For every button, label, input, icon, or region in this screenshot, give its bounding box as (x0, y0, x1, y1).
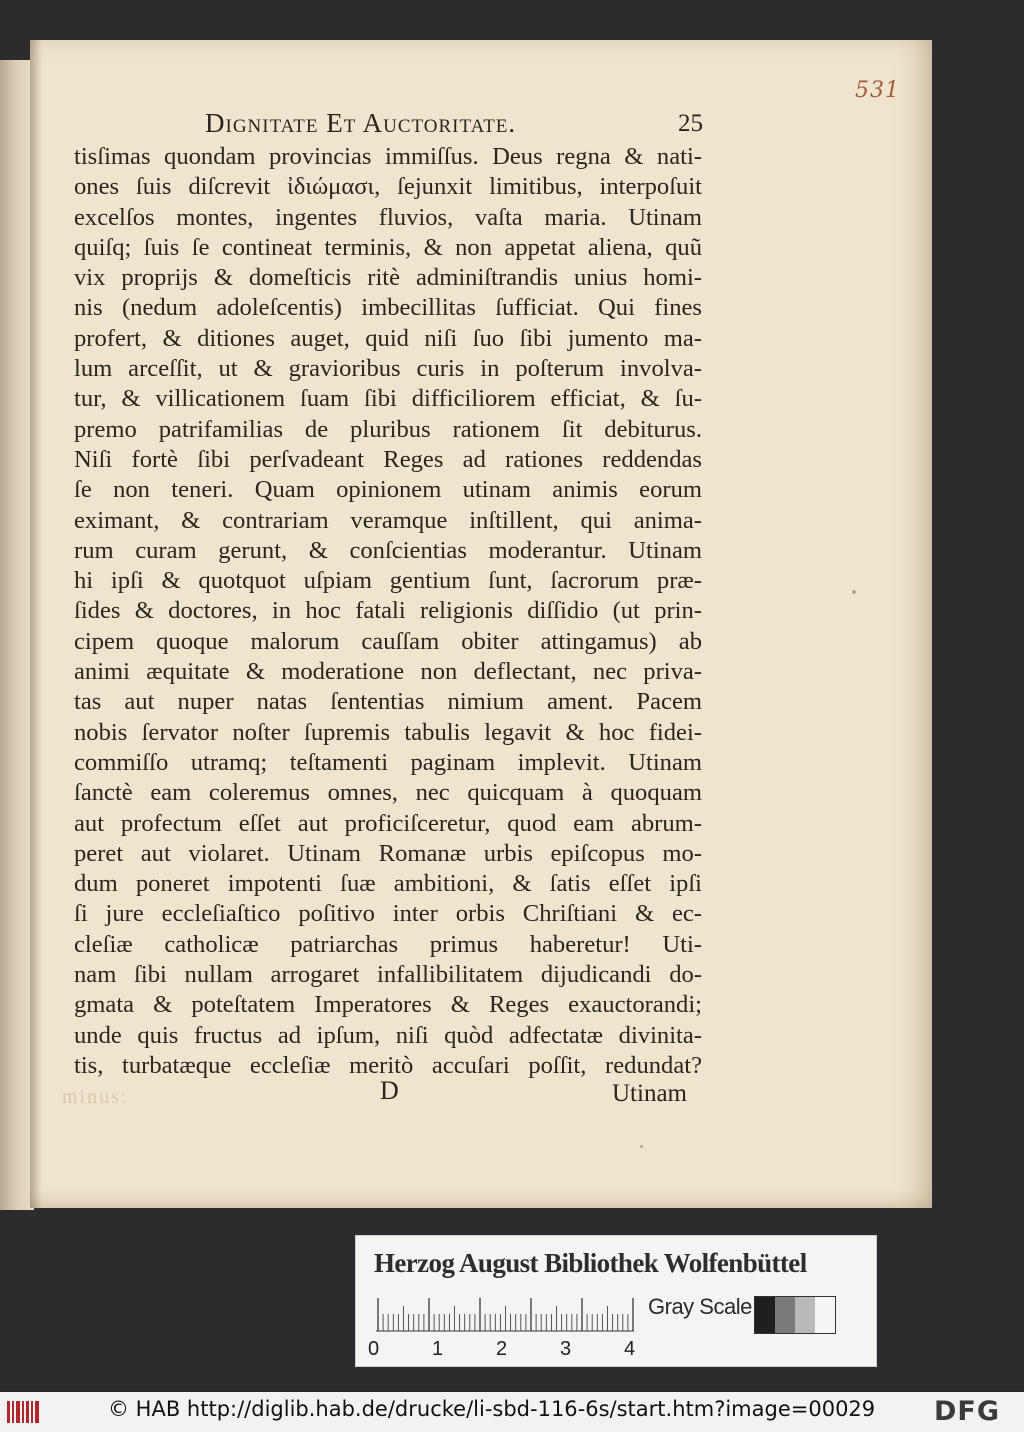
page-number: 25 (678, 110, 703, 137)
dfg-logo: DFG (934, 1396, 1001, 1427)
text-line: ſanctè eam coleremus omnes, nec quicquam à quoquam (74, 779, 702, 807)
text-line: animi æquitate & moderatione non deflectant, nec priva- (74, 658, 702, 686)
text-line: ſi jure eccleſiaſtico poſitivo inter orbis Chriſtiani & ec- (74, 900, 702, 928)
text-line: rum curam gerunt, & conſcientias moderantur. Utinam (74, 536, 702, 564)
ruler-number: 4 (624, 1338, 636, 1360)
text-line: tis, turbatæque eccleſiæ meritò accuſari poſſit, redundat? (74, 1051, 702, 1079)
text-line: dum poneret impotenti ſuæ ambitioni, & ſatis eſſet ipſi (74, 870, 702, 898)
text-line: premo patrifamilias de pluribus rationem ſit debiturus. (74, 415, 702, 443)
paper-spot (640, 1145, 643, 1148)
text-line: cleſiæ catholicæ patriarchas primus haberetur! Uti- (74, 930, 702, 958)
gray-scale-label: Gray Scale (648, 1294, 752, 1319)
catchword: Utinam (612, 1080, 687, 1107)
text-line: nobis ſervator noſter ſupremis tabulis legavit & hoc fidei- (74, 718, 702, 746)
ruler-numbers (368, 1338, 658, 1362)
pencil-folio-mark: 531 (855, 78, 900, 103)
text-line: eximant, & contrariam veramque inſtillent, qui anima- (74, 506, 702, 534)
copyright-link[interactable]: © HAB http://diglib.hab.de/drucke/li-sbd-116-6s/start.htm?image=00029 (108, 1397, 876, 1421)
text-line: tisſimas quondam provincias immiſſus. Deus regna & nati- (74, 143, 702, 170)
text-line: ſides & doctores, in hoc fatali religionis diſſidio (ut prin- (74, 597, 702, 625)
text-line: peret aut violaret. Utinam Romanæ urbis epiſcopus mo- (74, 839, 702, 867)
signature-mark: D (380, 1076, 399, 1105)
footer-bar (0, 1392, 1024, 1432)
text-line: lum arceſſit, ut & gravioribus curis in poſterum involva- (74, 355, 702, 383)
text-line: profert, & ditiones auget, quid niſi ſuo ſibi jumento ma- (74, 324, 702, 352)
gray-patch (775, 1297, 795, 1333)
text-line: tas aut nuper natas ſententias nimium ament. Pacem (74, 688, 702, 716)
text-line: hi ipſi & quotquot uſpiam gentium ſunt, ſacrorum præ- (74, 567, 702, 595)
text-line: ones ſuis diſcrevit ἰδιώμασι, ſejunxit limitibus, interpoſuit (74, 173, 702, 201)
gray-patch (815, 1297, 835, 1333)
running-head: Dignitate Et Auctoritate. (205, 108, 517, 138)
text-line: aut profectum eſſet aut proficiſceretur, quod eam abrum- (74, 809, 702, 837)
hab-barcode-logo-icon (6, 1398, 40, 1426)
text-line: Niſi fortè ſibi perſvadeant Reges ad rationes reddendas (74, 445, 702, 473)
show-through-text: minus: (62, 1086, 129, 1108)
text-line: ſe non teneri. Quam opinionem utinam animis eorum (74, 476, 702, 504)
text-line: nam ſibi nullam arrogaret infallibilitatem dijudicandi do- (74, 961, 702, 989)
library-name: Herzog August Bibliothek Wolfenbüttel (374, 1248, 807, 1278)
ruler-number: 2 (496, 1338, 508, 1360)
text-line: unde quis fructus ad ipſum, niſi quòd adfectatæ divinita- (74, 1021, 702, 1049)
text-line: excelſos montes, ingentes fluvios, vaſta maria. Utinam (74, 203, 702, 231)
text-line: nis (nedum adoleſcentis) imbecillitas ſufficiat. Qui fines (74, 294, 702, 322)
color-scale-card (355, 1235, 877, 1367)
text-line: quiſq; ſuis ſe contineat terminis, & non appetat aliena, quũ (74, 233, 702, 261)
gray-patch (795, 1297, 815, 1333)
body-text (74, 142, 702, 1081)
text-line: tur, & villicationem ſuam ſibi difficiliorem efficiat, & ſu- (74, 385, 702, 413)
text-line: cipem quoque malorum cauſſam obiter attingamus) ab (74, 627, 702, 655)
gray-scale-patches (754, 1296, 836, 1334)
text-line: gmata & poteſtatem Imperatores & Reges exauctorandi; (74, 991, 702, 1019)
ruler-number: 1 (432, 1338, 444, 1360)
ruler-number: 0 (368, 1338, 380, 1360)
page-gutter-shadow (30, 40, 42, 1208)
text-line: vix proprijs & domeſticis ritè adminiſtrandis unius homi- (74, 264, 702, 292)
ruler-icon (376, 1296, 636, 1332)
ruler-number: 3 (560, 1338, 572, 1360)
gray-patch (755, 1297, 775, 1333)
paper-spot (852, 590, 856, 594)
left-page-edge (0, 60, 34, 1210)
text-line: commiſſo utramq; teſtamenti paginam implevit. Utinam (74, 748, 702, 776)
